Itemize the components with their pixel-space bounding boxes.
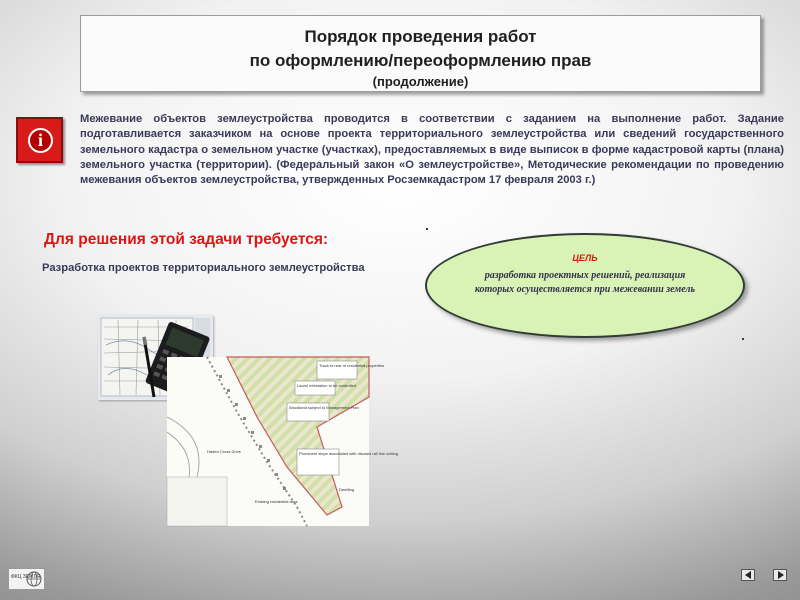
- plan-label-laurel: Laurel infestation to be controlled: [297, 383, 356, 388]
- triangle-right-icon: [778, 571, 784, 579]
- title-box: [80, 15, 761, 92]
- plan-label-drive: Haden Cross Drive: [207, 449, 241, 454]
- page-title-line-2: по оформлению/переоформлению прав: [249, 51, 592, 70]
- task-heading: Для решения этой задачи требуется:: [44, 231, 329, 248]
- goal-text: разработка проектных решений, реализация которых осуществляется при межевании земель: [474, 270, 696, 295]
- plan-label-dwelling: Dwelling: [339, 487, 355, 492]
- task-item: Разработка проектов территориального землеустройства: [42, 262, 365, 274]
- page-subtitle: (продолжение): [372, 74, 469, 89]
- logo-text: ФКЦ ЗЕМЛЯ: [11, 574, 41, 580]
- decor-dot: [742, 338, 744, 340]
- site-plan-illustration: [167, 357, 398, 526]
- plan-label-track: Track to rear of residential properties: [319, 363, 385, 368]
- plan-label-residential: Existing residential area: [255, 499, 298, 504]
- organization-logo: [8, 568, 45, 590]
- body-paragraph: Межевание объектов землеустройства проводится в соответствии с заданием на выполнение работ. Задание подготавливается заказчиком на основе проекта территориального землеустройства или сведений государственного земельного кадастра о земельном участке (участках), предоставляемых в виде выписок в форме кадастровой карты (плана) земельного участка (территории). (Федеральный закон «О землеустройстве», Методические рекомендации по проведению межевания объектов землеустройства, утвержденных Росземкадастром 17 февраля 2003 г.): [80, 113, 784, 187]
- globe-logo-icon: [9, 569, 44, 589]
- info-glyph: i: [28, 128, 53, 153]
- site-plan-image: [167, 357, 398, 526]
- goal-ellipse: [425, 233, 745, 338]
- next-slide-button[interactable]: [773, 569, 787, 581]
- plan-label-woodland: Woodland subject to Management Plan: [289, 405, 359, 410]
- plan-label-slope: Prominent slope associated with disused rail line cutting: [299, 451, 398, 456]
- triangle-left-icon: [745, 571, 751, 579]
- info-icon[interactable]: [16, 117, 63, 163]
- goal-label: ЦЕЛЬ: [572, 253, 598, 263]
- previous-slide-button[interactable]: [741, 569, 755, 581]
- decor-dot: [426, 228, 428, 230]
- page-title-line-1: Порядок проведения работ: [304, 27, 537, 46]
